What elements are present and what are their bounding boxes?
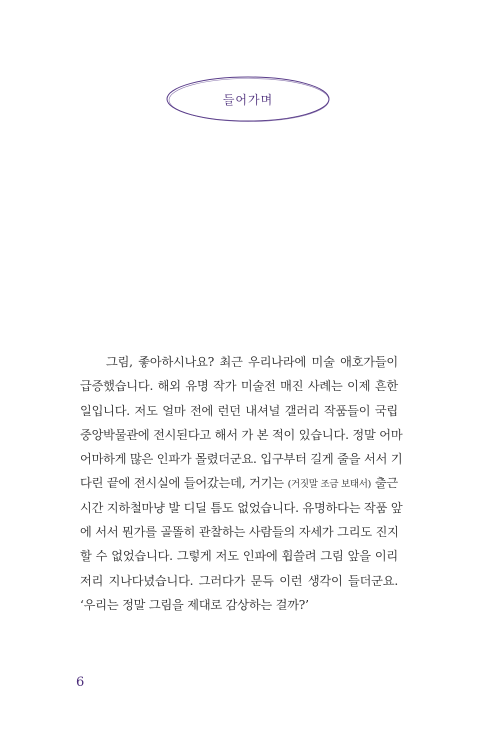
chapter-title: 들어가며 [222, 93, 274, 107]
paragraph-line-quote: ‘우리는 정말 그림을 제대로 감상하는 걸까?’ [80, 597, 309, 612]
page-number: 6 [76, 675, 85, 690]
paragraph-line: 에 서서 뭔가를 골똘히 관찰하는 사람들의 자세가 그리도 진지 [80, 525, 399, 540]
chapter-title-oval [165, 75, 331, 123]
paragraph-line: 일입니다. 저도 얼마 전에 런던 내셔널 갤러리 작품들이 국립 [80, 403, 398, 418]
paragraph-line: 저리 지나다녔습니다. 그러다가 문득 이런 생각이 들더군요. [80, 573, 398, 588]
aside-note: (거짓말 조금 보태서) [287, 479, 372, 491]
body-paragraph [80, 350, 403, 617]
paragraph-line: 그림, 좋아하시나요? 최근 우리나라에 미술 애호가들이 [106, 355, 398, 369]
paragraph-line: 할 수 없었습니다. 그렇게 저도 인파에 휩쓸려 그림 앞을 이리 [80, 549, 398, 564]
paragraph-line: 시간 지하철마냥 발 디딜 틈도 없었습니다. 유명하다는 작품 앞 [80, 500, 403, 515]
paragraph-line-end: 출근 [374, 476, 398, 491]
paragraph-line-start: 다린 끝에 전시실에 들어갔는데, 거기는 [80, 476, 284, 491]
paragraph-line-with-aside [80, 471, 398, 495]
paragraph-line: 어마하게 많은 인파가 몰렸더군요. 입구부터 길게 줄을 서서 기 [80, 452, 403, 467]
paragraph-line: 급증했습니다. 해외 유명 작가 미술전 매진 사례는 이제 흔한 [80, 379, 398, 394]
paragraph-line: 중앙박물관에 전시된다고 해서 가 본 적이 있습니다. 정말 어마 [80, 427, 403, 442]
